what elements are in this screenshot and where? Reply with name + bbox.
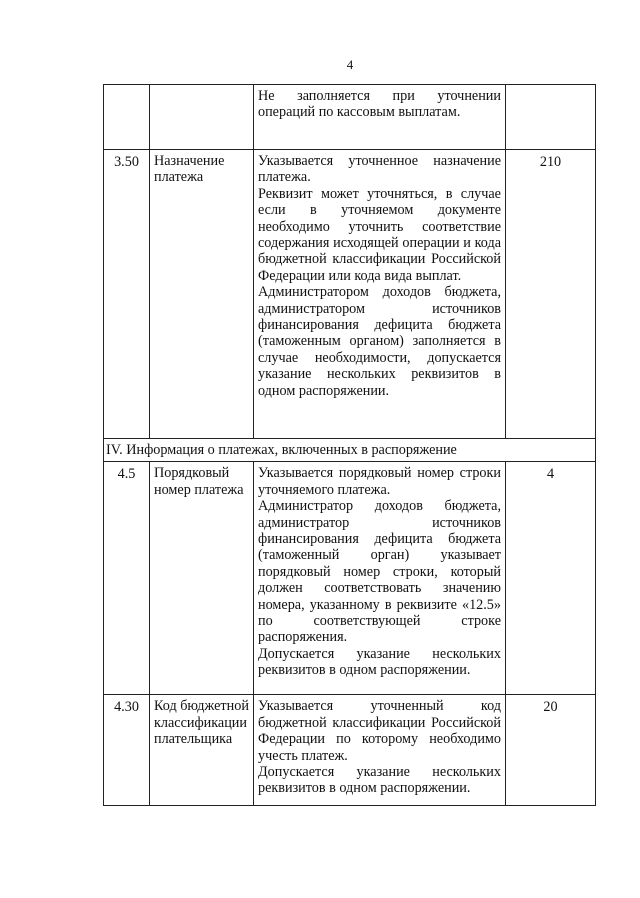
table-row <box>104 695 596 806</box>
description-paragraph: Не заполняется при уточнении операций по кассовым выплатам. <box>258 88 501 121</box>
row-name-cell: Порядковый номер платежа <box>150 462 254 695</box>
row-length-cell: 210 <box>506 150 596 439</box>
section-title: IV. Информация о платежах, включенных в распоряжение <box>104 439 596 462</box>
row-number-cell: 3.50 <box>104 150 150 439</box>
row-length-cell: 20 <box>506 695 596 806</box>
row-length-cell: 4 <box>506 462 596 695</box>
row-name-cell <box>150 85 254 150</box>
description-paragraph: Администратором доходов бюджета, администратором источников финансирования дефицита бюджета (таможенным органом) заполняется в случае необходимости, допускается указание нескольких реквизитов в одном распоряжении. <box>258 284 501 399</box>
row-description-cell <box>254 462 506 695</box>
row-name-cell: Назначение платежа <box>150 150 254 439</box>
row-number-cell: 4.30 <box>104 695 150 806</box>
row-name-cell: Код бюджетной классификации плательщика <box>150 695 254 806</box>
row-description-cell <box>254 150 506 439</box>
description-paragraph: Допускается указание нескольких реквизитов в одном распоряжении. <box>258 764 501 797</box>
section-header-row <box>104 439 596 462</box>
description-paragraph: Допускается указание нескольких реквизитов в одном распоряжении. <box>258 645 501 679</box>
row-description-cell <box>254 85 506 150</box>
description-paragraph: Указывается порядковый номер строки уточняемого платежа. <box>258 465 501 498</box>
description-paragraph: Указывается уточненный код бюджетной классификации Российской Федерации по которому необходимо учесть платеж. <box>258 698 501 764</box>
description-paragraph: Указывается уточненное назначение платежа. <box>258 153 501 186</box>
row-length-cell <box>506 85 596 150</box>
row-description-cell <box>254 695 506 806</box>
row-number-cell: 4.5 <box>104 462 150 695</box>
table-row <box>104 462 596 695</box>
page-number: 4 <box>346 57 354 72</box>
requisites-table <box>103 84 596 806</box>
description-paragraph: Реквизит может уточняться, в случае если в уточняемом документе необходимо уточнить соответствие содержания исходящей операции и кода бюджетной классификации Российской Федерации или кода вида выплат. <box>258 185 501 284</box>
table-row <box>104 150 596 439</box>
description-paragraph: Администратор доходов бюджета, администратор источников финансирования дефицита бюджета (таможенный орган) указывает порядковый номер строки, который должен соответствовать значению номера, указанному в реквизите «12.5» по соответствующей строке распоряжения. <box>258 498 501 646</box>
row-number-cell <box>104 85 150 150</box>
table-row <box>104 85 596 150</box>
